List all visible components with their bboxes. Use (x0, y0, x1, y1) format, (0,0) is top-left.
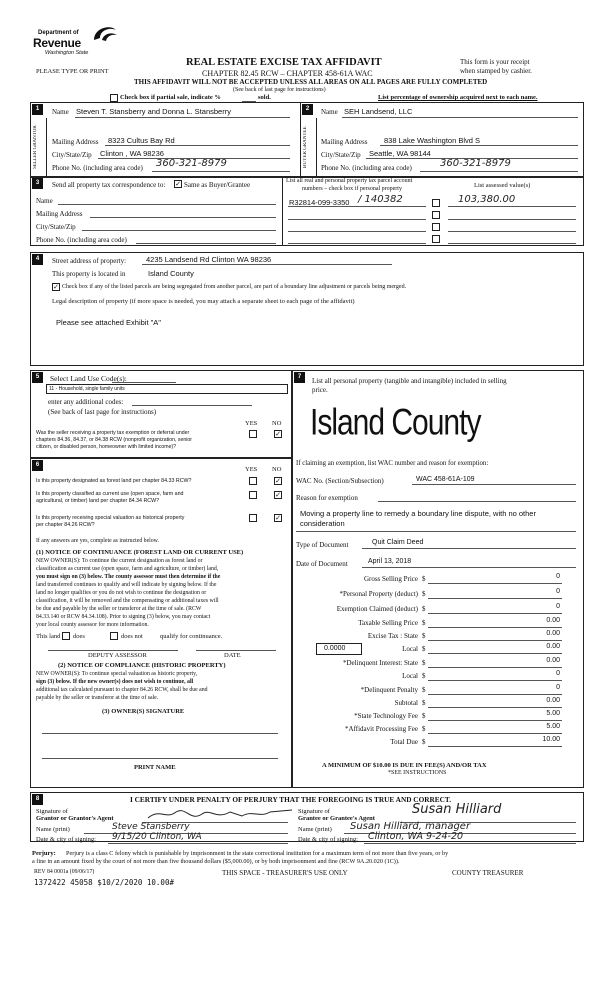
tax-row-label: Gross Selling Price (363, 575, 418, 583)
tax-row-line (428, 694, 562, 695)
seller-city[interactable]: Clinton , WA 98236 (100, 149, 164, 158)
exemption-q-2: chapters 84.36, 84.37, or 84.38 RCW (nonprofit organization, senior (36, 437, 193, 443)
perjury-line-2: a fine in an amount fixed by the court of not more than five thousand dollars ($5,000.00), or by both imprisonment and fine (RCW 9A.20.020 (1C)). (32, 858, 400, 865)
current-use-yes-checkbox[interactable] (249, 491, 257, 499)
seller-phone-line (152, 171, 290, 172)
notice2-line: NEW OWNER(S): To continue special valuation as historic property, (36, 671, 198, 677)
personal-property-label-2: price. (312, 386, 328, 394)
wac-line (412, 484, 576, 485)
currency-sign: $ (422, 712, 426, 720)
reason-line (378, 501, 576, 502)
s5-no-header: NO (272, 420, 282, 427)
parcel-line-4[interactable] (288, 243, 426, 244)
buyer-name-line (342, 117, 578, 118)
tax-row-line (428, 720, 562, 721)
currency-sign: $ (422, 686, 426, 694)
parties-divider (300, 102, 301, 178)
currency-sign: $ (422, 590, 426, 598)
section-5-number: 5 (32, 372, 43, 383)
personal-property-checkbox-4[interactable] (432, 235, 440, 243)
s3-name-input[interactable] (58, 204, 276, 205)
wac-label: WAC No. (Section/Subsection) (296, 477, 384, 485)
county-stamp: Island County (310, 402, 481, 444)
grantor-sig-label-1: Signature of (36, 808, 68, 815)
buyer-mailing-line (380, 145, 578, 146)
forest-no-checkbox[interactable]: ✓ (275, 477, 281, 485)
notice2-line: payable by the seller or transferor at the time of sale. (36, 695, 159, 701)
doc-date-line (362, 567, 576, 568)
tax-row-value[interactable]: 10.00 (542, 736, 560, 743)
legal-description[interactable]: Please see attached Exhibit "A" (56, 318, 161, 327)
notice1-line: land transferred continues to qualify and will indicate by signing below. If the (36, 582, 217, 588)
grantor-date-label: Date & city of signing: (36, 836, 96, 843)
doc-type-label: Type of Document (296, 541, 349, 549)
see-instructions: *SEE INSTRUCTIONS (388, 770, 447, 776)
section-6-number: 6 (32, 460, 43, 471)
assessed-header: List assessed value(s) (474, 182, 531, 189)
tax-row-label: Local (402, 672, 418, 680)
assessed-line-3[interactable] (448, 231, 576, 232)
tax-row-line (428, 613, 562, 614)
exemption-q-1: Was the seller receiving a property tax exemption or deferral under (36, 430, 190, 436)
personal-property-checkbox-2[interactable] (432, 211, 440, 219)
parcel-line-3[interactable] (288, 231, 426, 232)
located-county[interactable]: Island County (148, 269, 194, 278)
send-correspondence-label: Send all property tax correspondence to: (52, 181, 166, 189)
tax-row-label: *Personal Property (deduct) (339, 590, 418, 598)
treasurer-stamp: 1372422 45058 $10/2/2020 10.00# (34, 878, 174, 887)
assessed-value[interactable]: 103,380.00 (458, 194, 516, 205)
treasurer-space: THIS SPACE - TREASURER'S USE ONLY (222, 869, 348, 877)
grantee-sig-label-1: Signature of (298, 808, 330, 815)
currency-sign: $ (422, 645, 426, 653)
form-warning: THIS AFFIDAVIT WILL NOT BE ACCEPTED UNLESS ALL AREAS ON ALL PAGES ARE FULLY COMPLETED (134, 78, 488, 86)
currency-sign: $ (422, 738, 426, 746)
exemption-yes-checkbox[interactable] (249, 430, 257, 438)
receipt-line2: when stamped by cashier. (460, 67, 532, 75)
tax-row-value[interactable]: 0 (556, 684, 560, 691)
minimum-notice: A MINIMUM OF $10.00 IS DUE IN FEE(S) AND/OR TAX (322, 762, 487, 769)
section-4-number: 4 (32, 254, 43, 265)
buyer-mailing-label: Mailing Address (321, 138, 368, 146)
reason-line-2 (296, 531, 576, 532)
tax-row-label: Exemption Claimed (deduct) (336, 605, 418, 613)
parcel-list-header-2: numbers – check box if personal property (302, 186, 402, 192)
street-label: Street address of property: (52, 257, 127, 265)
owner-signature-line[interactable] (42, 733, 278, 734)
buyer-name[interactable]: SEH Landsend, LLC (344, 107, 413, 116)
tax-row-value[interactable]: 0.00 (546, 630, 560, 637)
list-pct-label: List percentage of ownership acquired next to each name. (378, 94, 538, 101)
land-use-label: Select Land Use Code(s): (50, 374, 127, 383)
tax-row-label: *State Technology Fee (354, 712, 418, 720)
notice1-line: 84.33.140 or RCW 84.34.108). Prior to signing (3) below, you may contact (36, 614, 211, 620)
buyer-mailing[interactable]: 838 Lake Washington Blvd S (384, 136, 481, 145)
section-2-number: 2 (302, 104, 313, 115)
section-7-number: 7 (294, 372, 305, 383)
located-label: This property is located in (52, 270, 126, 278)
perjury-bold: Perjury: (32, 850, 56, 857)
tax-row-value[interactable]: 0.00 (546, 617, 560, 624)
parcel-line-1 (288, 206, 426, 207)
tax-row-value[interactable]: 0 (556, 603, 560, 610)
notice1-line: land no longer qualifies or you do not wish to continue the designation or (36, 590, 207, 596)
s5-yes-header: YES (245, 420, 258, 427)
personal-property-checkbox-1[interactable] (432, 199, 440, 207)
grantee-name[interactable]: Susan Hilliard, manager (350, 821, 471, 832)
grantor-date-line (108, 843, 288, 844)
currency-sign: $ (422, 619, 426, 627)
segregation-label: Check box if any of the listed parcels are being segregated from another parcel, are part of a boundary line adjustment or parcels being merged. (62, 284, 407, 290)
forest-yes-checkbox[interactable] (249, 477, 257, 485)
section-1-number: 1 (32, 104, 43, 115)
personal-property-checkbox-3[interactable] (432, 223, 440, 231)
county-treasurer: COUNTY TREASURER (452, 869, 524, 877)
form-subtitle: CHAPTER 82.45 RCW – CHAPTER 458-61A WAC (202, 69, 373, 78)
tax-row-line (428, 653, 562, 654)
parcel-number[interactable]: R32814-099-3350 (289, 198, 350, 207)
currency-sign: $ (422, 605, 426, 613)
buyer-phone-line (420, 171, 578, 172)
grantee-sig-label-2: Grantee or Grantee's Agent (298, 815, 375, 822)
notice1-line: be due and payable by the seller or transferor at the time of sale. (RCW (36, 606, 202, 612)
currency-sign: $ (422, 725, 426, 733)
tax-row-label: *Affidavit Processing Fee (345, 725, 418, 733)
seller-mailing-label: Mailing Address (52, 138, 99, 146)
reason-value[interactable]: Moving a property line to remedy a boundary line dispute, with no other consideration (300, 509, 536, 528)
land-use-value: 11 - Household, single family units (49, 386, 125, 392)
tax-row-line (428, 707, 562, 708)
grantor-date[interactable]: 9/15/20 Clinton, WA (112, 832, 202, 842)
assessed-line-2[interactable] (448, 219, 576, 220)
grantee-signature[interactable]: Susan Hilliard (412, 802, 502, 817)
does-not-label: does not (121, 633, 143, 640)
please-type: PLEASE TYPE OR PRINT (36, 68, 109, 75)
notice2-title: (2) NOTICE OF COMPLIANCE (HISTORIC PROPERTY) (58, 662, 226, 669)
tax-row-label: *Delinquent Interest: State (342, 659, 418, 667)
buyer-side-divider (316, 118, 317, 178)
tax-row-label: Subtotal (394, 699, 418, 707)
grantee-name-label: Name (print) (298, 826, 332, 833)
segregation-checkbox[interactable]: ✓ (53, 283, 59, 291)
deputy-signature-line[interactable] (48, 650, 178, 651)
buyer-city-label: City/State/Zip (321, 151, 361, 159)
sold-label: sold. (258, 94, 271, 101)
currency-sign: $ (422, 699, 426, 707)
seller-side-label: SELLER GRANTOR (33, 125, 38, 169)
wac-value[interactable]: WAC 458-61A-109 (416, 476, 475, 483)
seller-phone-label: Phone No. (including area code) (52, 164, 143, 172)
deputy-date-label: DATE (224, 652, 241, 659)
forest-question: Is this property designated as forest land per chapter 84.33 RCW? (36, 478, 192, 484)
notice1-line: your local county assessor for more information. (36, 622, 149, 628)
buyer-side-label: BUYER GRANTEE (303, 126, 308, 168)
see-back: (See back of last page for instructions) (233, 87, 326, 93)
historic-q-2: per chapter 84.26 RCW? (36, 522, 95, 528)
exemption-q-3: citizen, or disabled person, homeowner with limited income)? (36, 444, 177, 450)
s6-no-header: NO (272, 466, 282, 473)
notice2-line: additional tax calculated pursuant to chapter 84.26 RCW, shall be due and (36, 687, 208, 693)
qualify-label: qualify for continuance. (160, 633, 223, 640)
tax-row-line (428, 733, 562, 734)
grantor-name-label: Name (print) (36, 826, 70, 833)
tax-row-value[interactable]: 0 (556, 588, 560, 595)
tax-row-label: Excise Tax : State (367, 632, 418, 640)
perjury-line-1: Perjury is a class C felony which is punishable by imprisonment in the state correctional institution for a maximum term of not more than five years, or by (66, 850, 449, 857)
grantee-date[interactable]: Clinton, WA 9-24-20 (368, 831, 464, 842)
s3-mailing-label: Mailing Address (36, 210, 83, 218)
deputy-date-line[interactable] (196, 650, 276, 651)
logo-line2: Revenue (33, 36, 81, 50)
claiming-label: If claiming an exemption, list WAC number and reason for exemption: (296, 460, 489, 467)
seller-side-divider (46, 118, 47, 178)
tax-row-value[interactable]: 0 (556, 670, 560, 677)
s6-yes-header: YES (245, 466, 258, 473)
notice1-line: you must sign on (3) below. The county assessor must then determine if the (36, 574, 221, 580)
s3-name-label: Name (36, 197, 53, 205)
tax-row-value[interactable]: 0.00 (546, 657, 560, 664)
tax-row-line (428, 640, 562, 641)
form-title: REAL ESTATE EXCISE TAX AFFIDAVIT (186, 57, 382, 68)
exemption-no-checkbox[interactable]: ✓ (275, 430, 281, 438)
tax-row-value[interactable]: 5.00 (546, 723, 560, 730)
current-use-q-1: Is this property classified as current use (open space, farm and (36, 491, 184, 497)
currency-sign: $ (422, 659, 426, 667)
buyer-phone[interactable]: 360-321-8979 (440, 158, 511, 169)
historic-no-checkbox[interactable]: ✓ (275, 514, 281, 522)
tax-row-line (428, 667, 562, 668)
currency-sign: $ (422, 575, 426, 583)
personal-property-label-1: List all personal property (tangible and intangible) included in selling (312, 377, 507, 385)
if-any-yes: If any answers are yes, complete as instructed below. (36, 538, 159, 544)
logo-swoosh-icon (90, 22, 120, 46)
buyer-name-label: Name (321, 108, 338, 116)
doc-type[interactable]: Quit Claim Deed (372, 539, 424, 546)
buyer-city[interactable]: Seattle, WA 98144 (369, 149, 431, 158)
notice1-line: classification, it will be removed and the compensating or additional taxes will (36, 598, 219, 604)
street-line (142, 264, 392, 265)
parcel-line-2[interactable] (288, 219, 426, 220)
s3-city-input[interactable] (82, 230, 276, 231)
tax-row-label: Local (402, 645, 418, 653)
historic-yes-checkbox[interactable] (249, 514, 257, 522)
partial-sale-checkbox[interactable] (110, 94, 118, 102)
s3-city-label: City/State/Zip (36, 223, 76, 231)
tax-row-value[interactable]: 0.00 (546, 643, 560, 650)
parcel-handwritten: / 140382 (358, 194, 403, 205)
assessed-line-1 (448, 206, 576, 207)
deputy-label: DEPUTY ASSESSOR (88, 652, 147, 659)
receipt-line1: This form is your receipt (460, 58, 530, 66)
tax-row-line (428, 680, 562, 681)
rev-number: REV 84 0001a (09/06/17) (34, 869, 95, 875)
same-as-buyer-label: Same as Buyer/Grantee (184, 181, 251, 189)
doc-date-label: Date of Document (296, 560, 348, 568)
logo-line1: Department of (38, 30, 79, 36)
current-use-no-checkbox[interactable]: ✓ (275, 491, 281, 499)
same-as-buyer-checkbox[interactable]: ✓ (175, 180, 181, 188)
does-not-checkbox[interactable] (110, 632, 118, 640)
historic-q-1: Is this property receiving special valuation as historical property (36, 515, 185, 521)
notice1-line: NEW OWNER(S): To continue the current designation as forest land or (36, 558, 203, 564)
tax-row-label: *Delinquent Penalty (360, 686, 418, 694)
currency-sign: $ (422, 672, 426, 680)
does-checkbox[interactable] (62, 632, 70, 640)
tax-row-value[interactable]: 0 (556, 573, 560, 580)
legal-label: Legal description of property (if more space is needed, you may attach a separate sheet to each page of the affidavit) (52, 298, 355, 305)
certify-statement: I CERTIFY UNDER PENALTY OF PERJURY THAT THE FOREGOING IS TRUE AND CORRECT. (130, 795, 452, 804)
tax-row-value[interactable]: 0.00 (546, 697, 560, 704)
parcel-list-header-1: List all real and personal property tax parcel account (286, 178, 413, 184)
seller-name-label: Name (52, 108, 69, 116)
doc-date[interactable]: April 13, 2018 (368, 558, 412, 565)
seller-mailing-line (105, 145, 290, 146)
tax-row-line (428, 583, 562, 584)
s5-see-back: (See back of last page for instructions) (48, 408, 157, 416)
assessed-line-4[interactable] (448, 243, 576, 244)
additional-codes-input[interactable] (132, 405, 252, 406)
print-name-line[interactable] (42, 758, 278, 759)
seller-phone[interactable]: 360-321-8979 (156, 158, 227, 169)
print-name-label: PRINT NAME (134, 764, 176, 771)
grantee-date-label: Date & city of signing: (298, 836, 358, 843)
land-use-label-line (112, 382, 176, 383)
logo-line3: Washington State (45, 50, 89, 56)
grantor-sig-label-2: Grantor or Grantor's Agent (36, 815, 114, 822)
reason-label: Reason for exemption (296, 494, 358, 502)
tax-row-label: Taxable Selling Price (358, 619, 418, 627)
s3-phone-input[interactable] (136, 243, 276, 244)
section-3-number: 3 (32, 178, 43, 189)
tax-row-line (428, 746, 562, 747)
grantor-name[interactable]: Steve Stansberry (112, 822, 190, 832)
this-land-label: This land (36, 633, 61, 640)
doc-type-line (362, 548, 576, 549)
notice2-line: sign (3) below. If the new owner(s) does not wish to continue, all (36, 679, 194, 685)
seller-city-label: City/State/Zip (52, 151, 92, 159)
seller-name[interactable]: Steven T. Stansberry and Donna L. Stansberry (76, 107, 231, 116)
grantee-date-line (364, 843, 576, 844)
does-label: does (73, 633, 85, 640)
seller-name-line (75, 117, 290, 118)
tax-row-line (428, 598, 562, 599)
buyer-phone-label: Phone No. (including area code) (321, 164, 412, 172)
tax-row-label: Total Due (390, 738, 418, 746)
additional-codes-label: enter any additional codes: (48, 398, 124, 406)
currency-sign: $ (422, 632, 426, 640)
section-8-number: 8 (32, 794, 43, 805)
current-use-q-2: agricultural, or timber) land per chapter 84.34 RCW? (36, 498, 160, 504)
section-3-divider (282, 176, 283, 246)
s3-mailing-input[interactable] (90, 217, 276, 218)
seller-mailing[interactable]: 8323 Cultus Bay Rd (108, 136, 175, 145)
owner-signature-label: (3) OWNER(S) SIGNATURE (102, 708, 185, 715)
partial-sale-label: Check box if partial sale, indicate % (120, 94, 221, 101)
notice1-line: classification as current use (open space, farm and agriculture, or timber) land, (36, 566, 219, 572)
street-address[interactable]: 4235 Landsend Rd Clinton WA 98236 (146, 255, 272, 264)
s3-phone-label: Phone No. (including area code) (36, 236, 127, 244)
notice1-title: (1) NOTICE OF CONTINUANCE (FOREST LAND OR CURRENT USE) (36, 549, 244, 556)
tax-row-value[interactable]: 5.00 (546, 710, 560, 717)
local-rate: 0.0000 (324, 645, 346, 652)
tax-row-line (428, 627, 562, 628)
